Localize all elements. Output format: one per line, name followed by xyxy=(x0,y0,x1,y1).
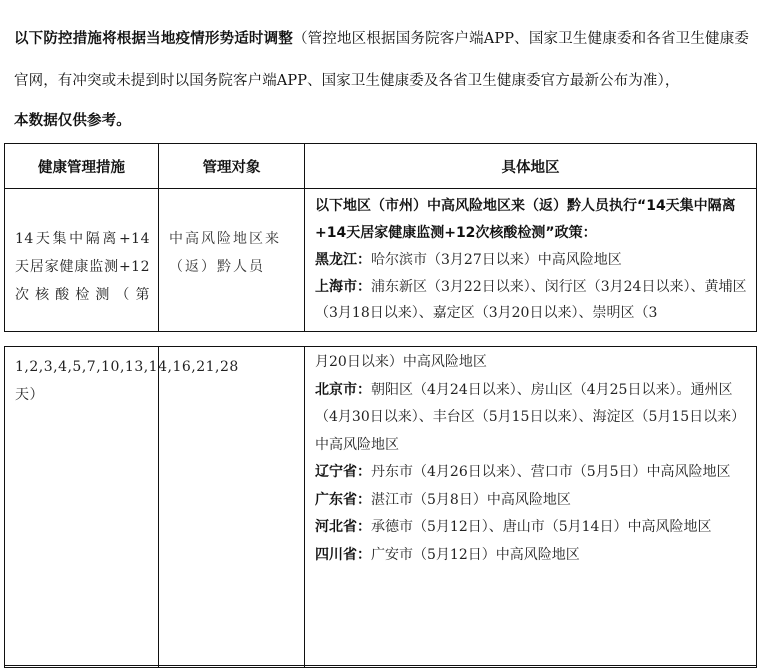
measure-text: 14天集中隔离+14天居家健康监测+12次核酸检测（第 xyxy=(15,231,150,303)
intro-bold-lead: 以下防控措施将根据当地疫情形势适时调整 xyxy=(14,31,293,47)
province-label: 北京市： xyxy=(315,381,371,398)
area-text: 承德市（5月12日）、唐山市（5月14日）中高风险地区 xyxy=(371,519,712,535)
area-line-continued: 月20日以来）中高风险地区 xyxy=(315,354,487,370)
measures-table-part1 xyxy=(4,143,757,332)
area-line-heilongjiang xyxy=(315,247,748,274)
area-text: 哈尔滨市（3月27日以来）中高风险地区 xyxy=(371,252,622,268)
target-cell xyxy=(159,189,305,332)
table-row xyxy=(5,189,757,332)
table-bottom-rule xyxy=(4,665,757,669)
areas-cell xyxy=(305,189,757,332)
measure-text-continued: 1,2,3,4,5,7,10,13,14,16,21,28天） xyxy=(15,359,239,403)
table-row xyxy=(5,347,757,668)
area-text: 朝阳区（4月24日以来）、房山区（4月25日以来）。通州区（4月30日以来）、丰台区（5月15日以来）、海淀区（5月15日以来）中高风险地区 xyxy=(315,381,746,453)
area-line-guangdong xyxy=(315,487,748,515)
area-text: 湛江市（5月8日）中高风险地区 xyxy=(371,491,571,508)
area-line-liaoning xyxy=(315,459,748,487)
area-line-sichuan xyxy=(315,542,748,570)
area-line-shanghai xyxy=(315,274,748,327)
target-cell xyxy=(159,347,305,668)
province-label: 黑龙江： xyxy=(315,252,371,268)
table-header-row xyxy=(5,144,757,189)
area-text: 广安市（5月12日）中高风险地区 xyxy=(371,546,580,563)
header-areas: 具体地区 xyxy=(305,144,757,189)
intro-paragraph xyxy=(14,18,749,142)
header-target: 管理对象 xyxy=(159,144,305,189)
measures-table-part2 xyxy=(4,346,757,668)
province-label: 广东省： xyxy=(315,491,371,508)
province-label: 河北省： xyxy=(315,519,371,535)
province-label: 辽宁省： xyxy=(315,464,371,480)
header-measure: 健康管理措施 xyxy=(5,144,159,189)
areas-cell xyxy=(305,347,757,668)
areas-lead-text: 以下地区（市州）中高风险地区来（返）黔人员执行“14天集中隔离+14天居家健康监测+12次核酸检测”政策： xyxy=(315,198,736,241)
intro-bold-tail: 本数据仅供参考。 xyxy=(14,113,131,129)
area-line-hebei xyxy=(315,514,748,542)
area-text: 丹东市（4月26日以来）、营口市（5月5日）中高风险地区 xyxy=(371,464,731,480)
province-label: 上海市： xyxy=(315,278,371,295)
area-text: 浦东新区（3月22日以来）、闵行区（3月24日以来）、黄埔区（3月18日以来）、嘉定区（3月20日以来）、崇明区（3 xyxy=(315,278,747,321)
measure-cell xyxy=(5,347,239,668)
measure-cell xyxy=(5,189,159,332)
intro-paren-text: （管控地区根据国务院客户端APP、国家卫生健康委和各省卫生健康委官网，有冲突或未提到时以国务院客户端APP、国家卫生健康委及各省卫生健康委官方最新公布为准）， xyxy=(14,31,749,89)
area-line-beijing xyxy=(315,377,748,460)
province-label: 四川省： xyxy=(315,546,371,563)
target-text: 中高风险地区来（返）黔人员 xyxy=(169,231,281,275)
